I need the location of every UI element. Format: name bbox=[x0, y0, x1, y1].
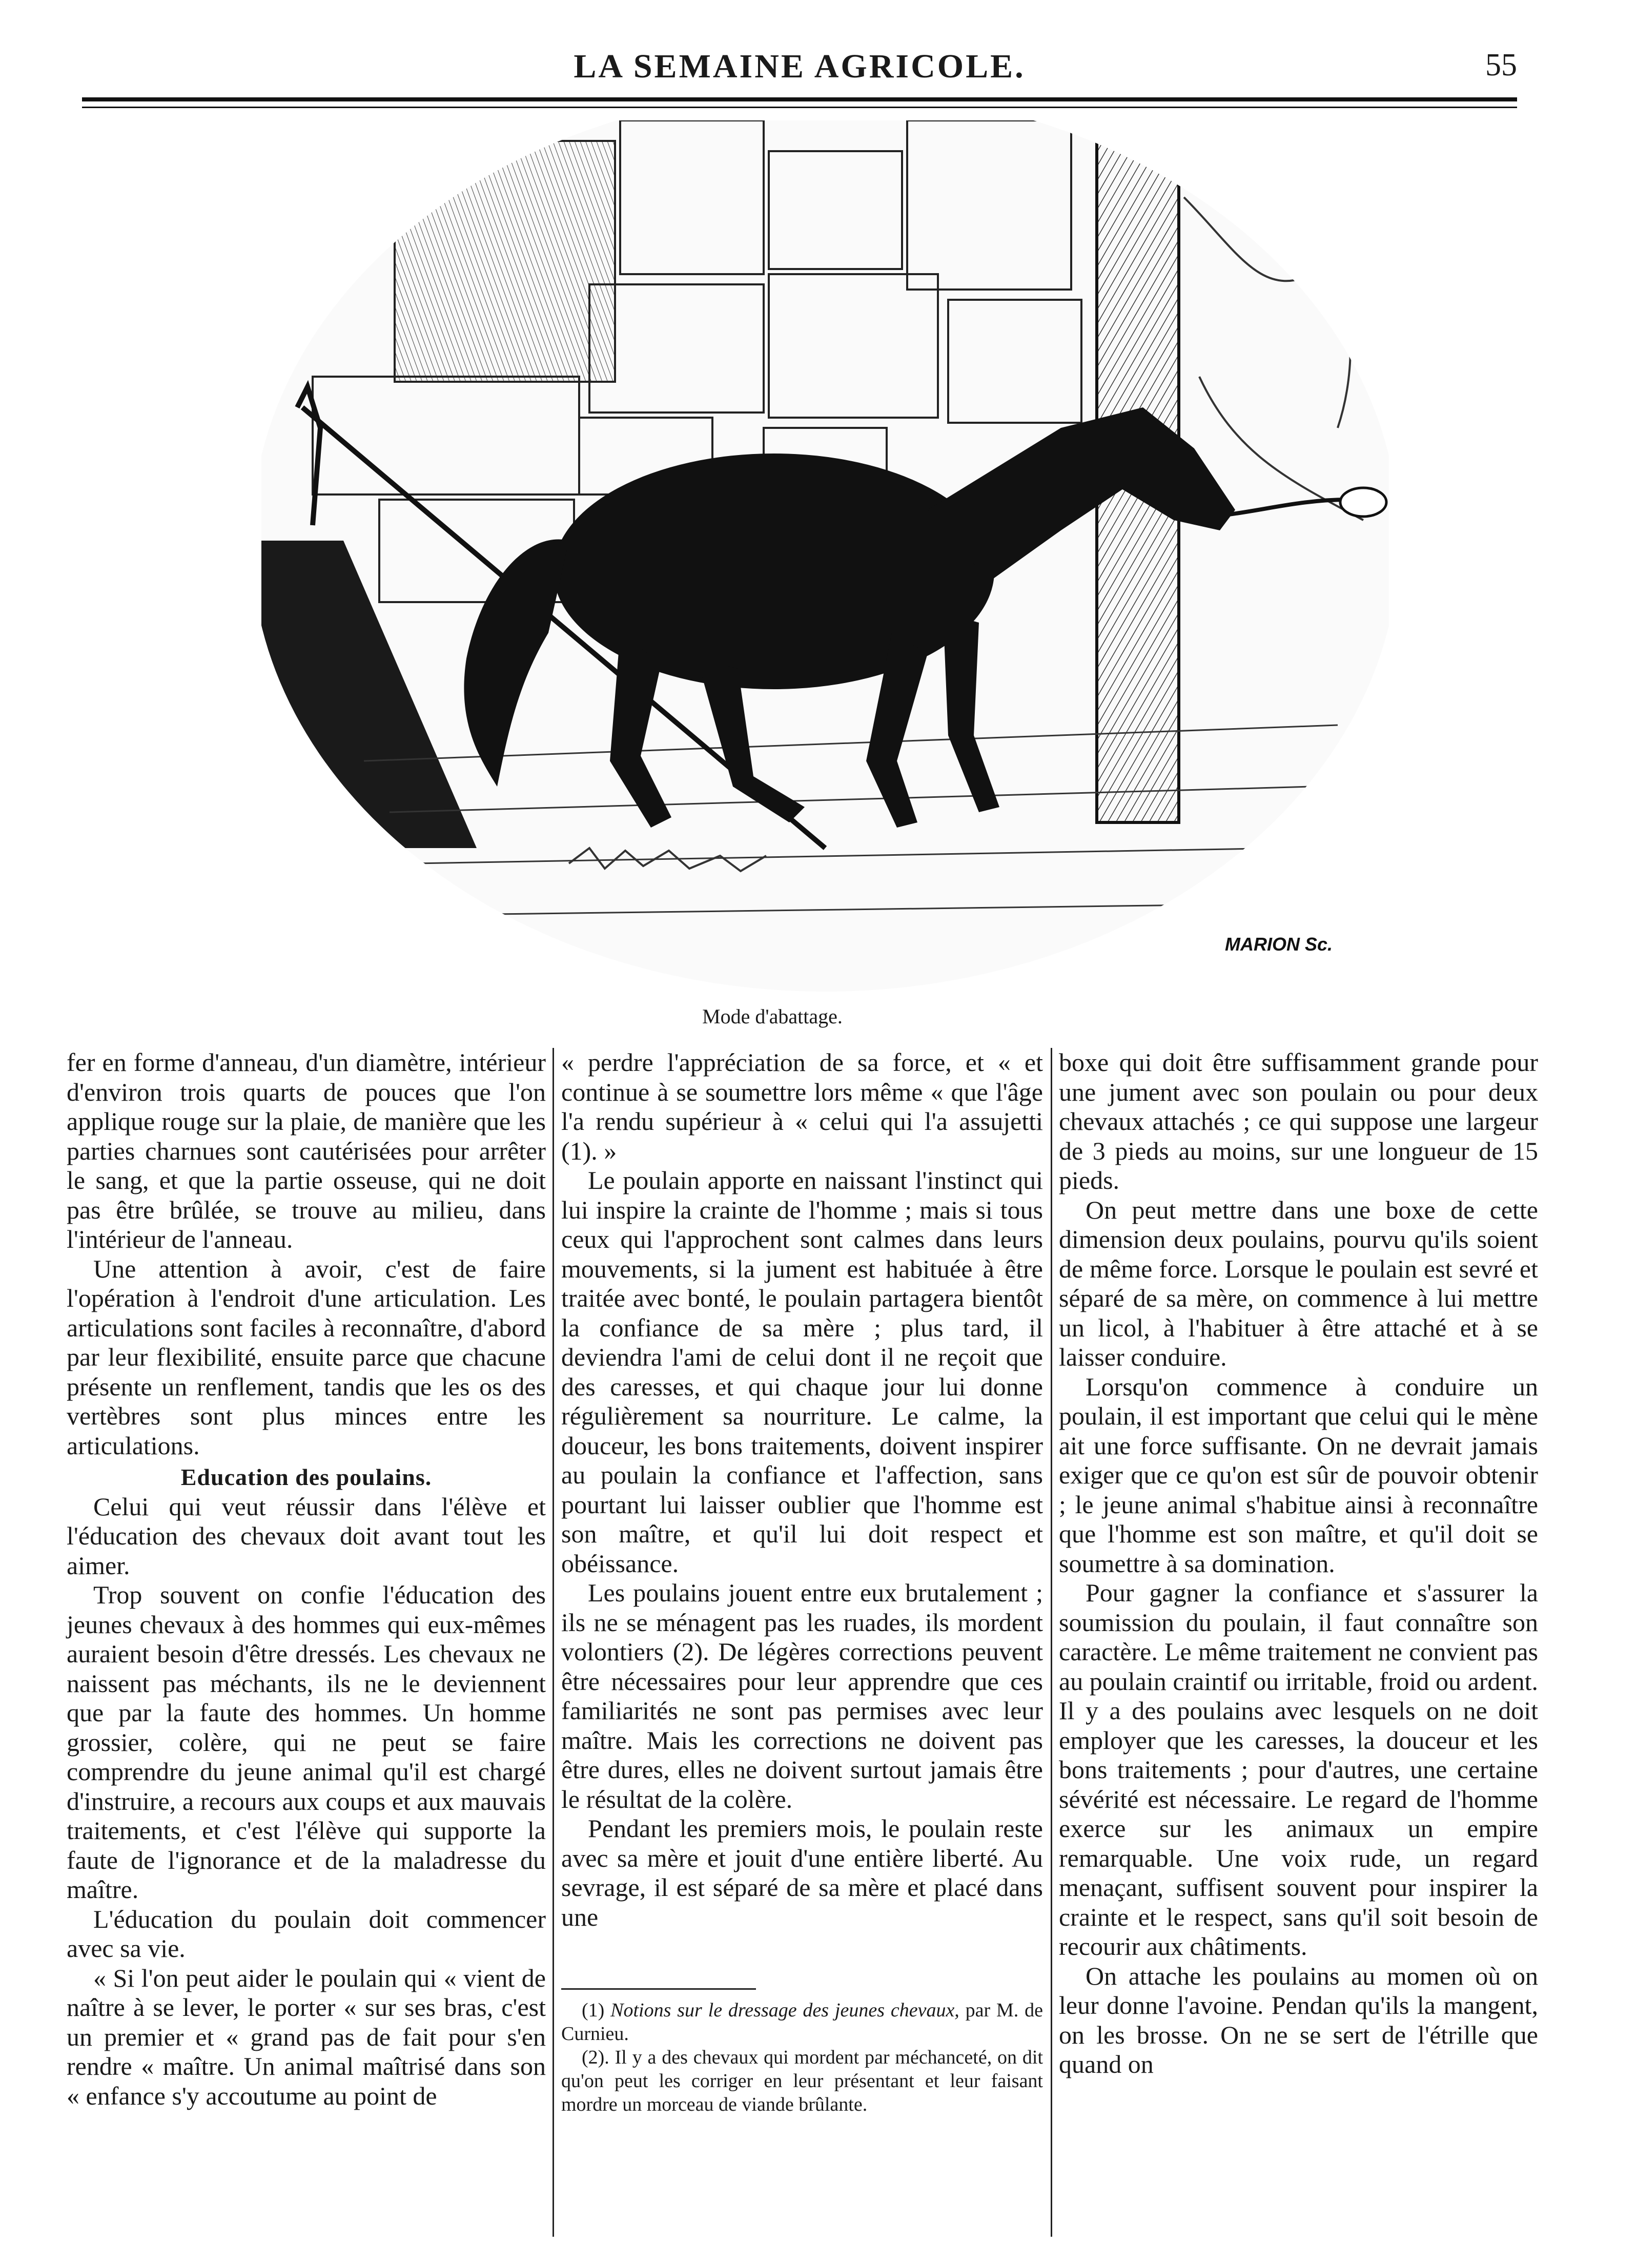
paragraph: L'éducation du poulain doit commencer avec sa vie. bbox=[67, 1904, 546, 1963]
footnote-1: (1) Notions sur le dressage des jeunes chevaux, par M. de Curnieu. bbox=[561, 1999, 1043, 2045]
newspaper-title: LA SEMAINE AGRICOLE. bbox=[574, 48, 1026, 85]
paragraph: Une attention à avoir, c'est de faire l'opération à l'endroit d'une articulation. Les articulations sont faciles à reconnaître, d'abord par leur flexibilité, ensuite parce que chacune présente un renflement, tandis que les os des vertèbres sont plus minces entre les articulations. bbox=[67, 1254, 546, 1460]
footnote-rule bbox=[561, 1988, 756, 1990]
footnotes bbox=[561, 1998, 1043, 2116]
page-header bbox=[82, 36, 1517, 97]
figure-caption-wrap bbox=[0, 1004, 1637, 1028]
horse-engraving-illustration bbox=[261, 120, 1389, 992]
header-rule-thick bbox=[82, 97, 1517, 101]
text-column-2 bbox=[561, 1048, 1043, 1932]
footnote-1-title: Notions sur le dressage des jeunes chevaux, bbox=[610, 1999, 959, 2021]
text-column-1 bbox=[67, 1048, 546, 2111]
text-column-3 bbox=[1059, 1048, 1538, 2079]
section-heading: Education des poulains. bbox=[180, 1464, 432, 1490]
column-divider bbox=[553, 1048, 554, 2237]
quoted-paragraph: « Si l'on peut aider le poulain qui « vient de naître à se lever, le porter « sur ses bras, c'est un premier et « grand pas de fait pour s'en rendre « maître. Un animal maîtrisé dans son « enfance s'y accoutume au point de bbox=[67, 1963, 546, 2110]
paragraph: On attache les poulains au momen où on leur donne l'avoine. Pendan qu'ils la mangent, on les brosse. On ne se sert de l'étrille que quand on bbox=[1059, 1961, 1538, 2078]
paragraph: Trop souvent on confie l'éducation des jeunes chevaux à des hommes qui eux-mêmes auraient besoin d'être dressés. Les chevaux ne naissent pas méchants, ils ne le deviennent que par la faute des hommes. Un homme grossier, colère, qui ne peut se faire comprendre du jeune animal qu'il est chargé d'instruire, a recours aux coups et aux mauvais traitements, et c'est l'élève qui supporte la faute de l'ignorance et de la maladresse du maître. bbox=[67, 1580, 546, 1904]
paragraph: Pendant les premiers mois, le poulain reste avec sa mère et jouit d'une entière liberté. Au sevrage, il est séparé de sa mère et placé dans une bbox=[561, 1814, 1043, 1931]
header-rule-thin bbox=[82, 107, 1517, 108]
page-number: 55 bbox=[1485, 48, 1517, 83]
figure-caption: Mode d'abattage. bbox=[702, 1005, 843, 1028]
engraving-figure bbox=[261, 120, 1389, 992]
paragraph: Celui qui veut réussir dans l'élève et l'éducation des chevaux doit avant tout les aimer. bbox=[67, 1492, 546, 1580]
handler-hand bbox=[1340, 488, 1386, 517]
column-divider bbox=[1051, 1048, 1052, 2237]
paragraph: On peut mettre dans une boxe de cette dimension deux poulains, pourvu qu'ils soient de même force. Lorsque le poulain est sevré et séparé de sa mère, on commence à lui mettre un licol, à l'habituer à être attaché et à se laisser conduire. bbox=[1059, 1195, 1538, 1371]
engraver-signature: MARION Sc. bbox=[1225, 934, 1333, 955]
footnote-2: (2). Il y a des chevaux qui mordent par méchanceté, on dit qu'on peut les corriger en leur présentant et leur faisant mordre un morceau de viande brûlante. bbox=[561, 2047, 1043, 2115]
paragraph: boxe qui doit être suffisamment grande pour une jument avec son poulain ou pour deux chevaux attachés ; ce qui suppose une largeur de 3 pieds au moins, sur une longueur de 15 pieds. bbox=[1059, 1048, 1538, 1194]
paragraph: Le poulain apporte en naissant l'instinct qui lui inspire la crainte de l'homme ; mais si tous ceux qui l'approchent sont calmes dans leurs mouvements, si la jument est habituée à être traitée avec bonté, le poulain partagera bientôt la confiance de sa mère ; plus tard, il deviendra l'ami de celui dont il ne reçoit que des caresses, et qui chaque jour lui donne régulièrement sa nourriture. Le calme, la douceur, les bons traitements, doivent inspirer au poulain la confiance et l'affection, sans pourtant lui laisser oublier que l'homme est son maître, et qu'il lui doit respect et obéissance. bbox=[561, 1166, 1043, 1578]
paragraph: Pour gagner la confiance et s'assurer la soumission du poulain, il faut connaître son caractère. Le même traitement ne convient pas au poulain craintif ou irritable, froid ou ardent. Il y a des poulains avec lesquels on ne doit employer que les caresses, la douceur et les bons traitements ; pour d'autres, une certaine sévérité est nécessaire. Le regard de l'homme exerce sur les animaux un empire remarquable. Une voix rude, un regard menaçant, suffisent souvent pour inspirer la crainte et le respect, sans qu'il soit besoin de recourir aux châtiments. bbox=[1059, 1578, 1538, 1961]
quoted-paragraph: « perdre l'appréciation de sa force, et « et continue à se soumettre lors même « que l'âge l'a rendu supérieur à « celui qui l'a assujetti (1). » bbox=[561, 1048, 1043, 1165]
paragraph: fer en forme d'anneau, d'un diamètre, intérieur d'environ trois quarts de pouces que l'on applique rouge sur la plaie, de manière que les parties charnues sont cautérisées pour arrêter le sang, et que la partie osseuse, qui ne doit pas être brûlée, se trouve au milieu, dans l'intérieur de l'anneau. bbox=[67, 1048, 546, 1253]
paragraph: Lorsqu'on commence à conduire un poulain, il est important que celui qui le mène ait une force suffisante. On ne devrait jamais exiger que ce qu'on est sûr de pouvoir obtenir ; le jeune animal s'habitue ainsi à reconnaître que l'homme est son maître, et qu'il doit se soumettre à sa domination. bbox=[1059, 1372, 1538, 1578]
paragraph: Les poulains jouent entre eux brutalement ; ils ne se ménagent pas les ruades, ils mordent volontiers (2). De légères corrections peuvent être nécessaires pour leur apprendre que ces familiarités ne sont pas permises avec leur maître. Mais les corrections ne doivent pas être dures, elles ne doivent surtout jamais être le résultat de la colère. bbox=[561, 1578, 1043, 1813]
